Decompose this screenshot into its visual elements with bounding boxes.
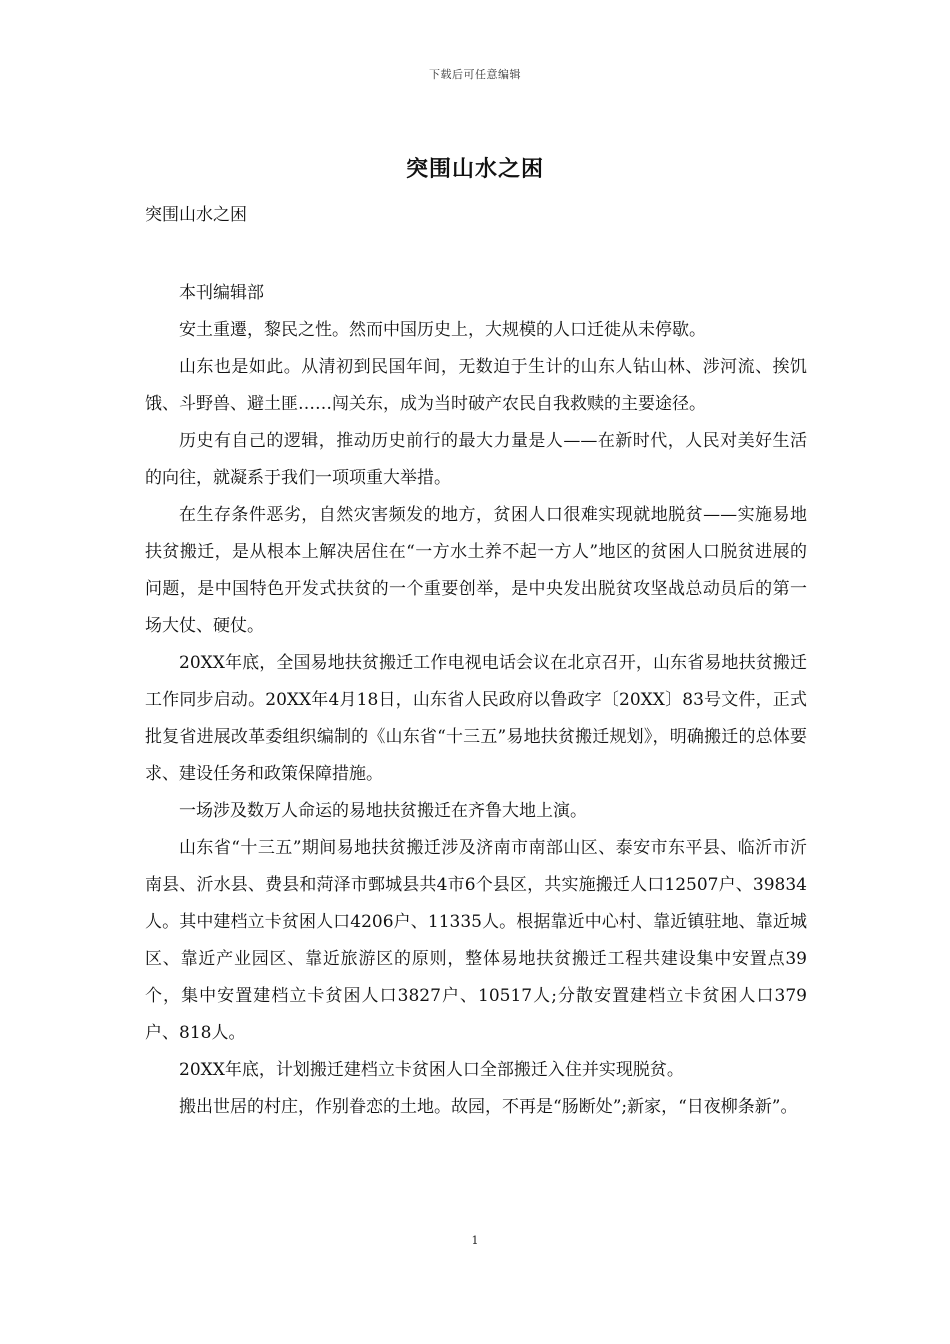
page-number: 1 (471, 1234, 479, 1247)
body-paragraph: 20XX年底，计划搬迁建档立卡贫困人口全部搬迁入住并实现脱贫。 (179, 1060, 684, 1080)
body-paragraph: 在生存条件恶劣，自然灾害频发的地方，贫困人口很难实现就地脱贫——实施易地扶贫搬迁，是从根本上解决居住在“一方水土养不起一方人”地区的贫困人口脱贫进展的问题，是中国特色开发式扶贫的一个重要创举，是中央发出脱贫攻坚战总动员后的第一场大仗、硬仗。 (145, 505, 807, 636)
body-paragraph: 一场涉及数万人命运的易地扶贫搬迁在齐鲁大地上演。 (179, 801, 587, 821)
body-paragraph: 山东省“十三五”期间易地扶贫搬迁涉及济南市南部山区、泰安市东平县、临沂市沂南县、沂水县、费县和菏泽市鄄城县共4市6个县区，共实施搬迁人口12507户、39834人。其中建档立卡贫困人口4206户、11335人。根据靠近中心村、靠近镇驻地、靠近城区、靠近产业园区、靠近旅游区的原则，整体易地扶贫搬迁工程共建设集中安置点39个，集中安置建档立卡贫困人口3827户、10517人;分散安置建档立卡贫困人口379户、818人。 (145, 838, 807, 1043)
body-paragraph: 历史有自己的逻辑，推动历史前行的最大力量是人——在新时代，人民对美好生活的向往，就凝系于我们一项项重大举措。 (145, 431, 807, 488)
body-paragraph: 搬出世居的村庄，作别眷恋的土地。故园，不再是“肠断处”;新家，“日夜柳条新”。 (179, 1097, 798, 1117)
body-paragraph: 20XX年底，全国易地扶贫搬迁工作电视电话会议在北京召开，山东省易地扶贫搬迁工作同步启动。20XX年4月18日，山东省人民政府以鲁政字〔20XX〕83号文件，正式批复省进展改革委组织编制的《山东省“十三五”易地扶贫搬迁规划》，明确搬迁的总体要求、建设任务和政策保障措施。 (145, 653, 807, 784)
document-title: 突围山水之困 (405, 157, 544, 182)
document-body (145, 275, 807, 1126)
document-subtitle: 突围山水之困 (145, 205, 247, 225)
byline-paragraph: 本刊编辑部 (179, 283, 264, 303)
body-paragraph: 安土重遷，黎民之性。然而中国历史上，大规模的人口迁徙从未停歇。 (179, 320, 706, 340)
body-paragraph: 山东也是如此。从清初到民国年间，无数迫于生计的山东人钻山林、涉河流、挨饥饿、斗野兽、避土匪……闯关东，成为当时破产农民自我救赎的主要途径。 (145, 357, 807, 414)
header-note: 下载后可任意编辑 (429, 68, 521, 81)
